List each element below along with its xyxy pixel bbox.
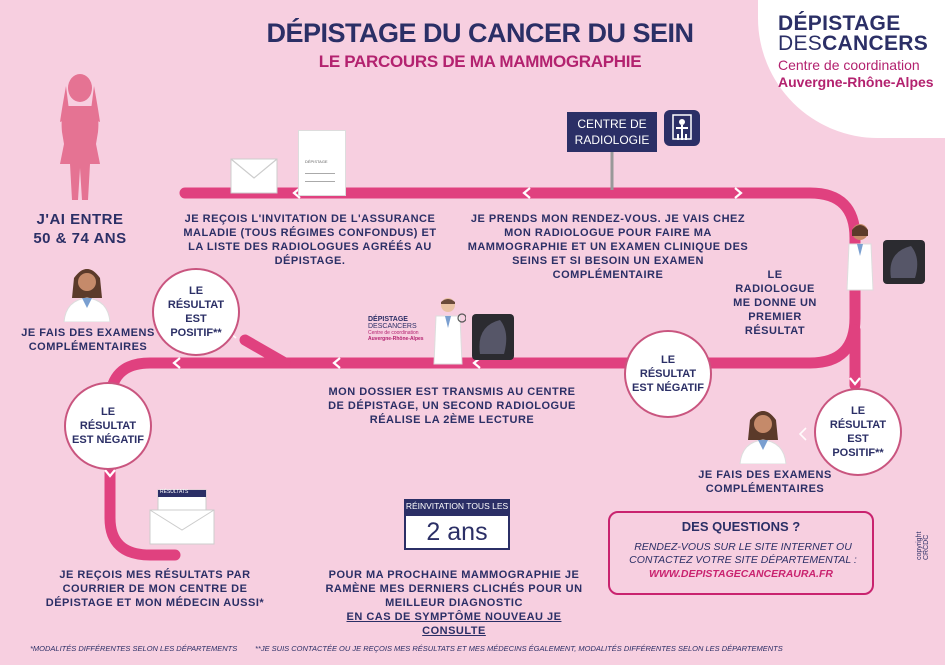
page-title: DÉPISTAGE DU CANCER DU SEIN — [266, 18, 694, 48]
questions-title: DES QUESTIONS ? — [681, 519, 801, 534]
step-invitation: JE REÇOIS L'INVITATION DE L'ASSURANCE MALADIE (TOUS RÉGIMES CONFONDUS) ET LA LISTE DES RADIOLOGUES AGRÉÉS AU DÉPISTAGE. — [183, 213, 437, 267]
step-exams-right: JE FAIS DES EXAMENS COMPLÉMENTAIRES — [698, 469, 832, 495]
step-first-result: LE RADIOLOGUE ME DONNE UN PREMIER RÉSULTAT — [733, 269, 817, 337]
copyright: copyright CRCDC — [916, 531, 930, 560]
age-range: J'AI ENTRE 50 & 74 ANS — [33, 211, 127, 247]
step-rendezvous: JE PRENDS MON RENDEZ-VOUS. JE VAIS CHEZ MON RADIOLOGUE POUR FAIRE MA MAMMOGRAPHIE ET UN EXAMEN CLINIQUE DES SEINS ET SI BESOIN UN EXAMEN COMPLÉMENTAIRE — [467, 213, 749, 281]
result-negative-left: LE RÉSULTAT EST NÉGATIF — [64, 382, 152, 470]
website-link[interactable]: WWW.DEPISTAGECANCERAURA.FR — [649, 568, 833, 580]
questions-body: RENDEZ-VOUS SUR LE SITE INTERNET OU CONTACTEZ VOTRE SITE DÉPARTEMENTAL : — [629, 541, 857, 566]
footnote-2: **JE SUIS CONTACTÉE OU JE REÇOIS MES RÉSULTATS ET MES MÉDECINS ÉGALEMENT, MODALITÉS DIFFÉRENTES SELON LES DÉPARTEMENTS — [255, 644, 783, 653]
questions-box — [608, 511, 874, 595]
doctor-icon — [846, 222, 876, 292]
mammogram-icon — [470, 312, 516, 362]
result-positive-right: LE RÉSULTAT EST POSITIF** — [814, 388, 902, 476]
step-results-mail: JE REÇOIS MES RÉSULTATS PAR COURRIER DE MON CENTRE DE DÉPISTAGE ET MON MÉDECIN AUSSI* — [45, 569, 265, 609]
doctor-icon — [736, 406, 790, 464]
logo-line1: DÉPISTAGE — [778, 12, 901, 35]
page-subtitle: LE PARCOURS DE MA MAMMOGRAPHIE — [318, 52, 642, 71]
reinvitation-label: RÉINVITATION TOUS LES — [404, 499, 510, 514]
results-envelope-label: RÉSULTATS — [160, 489, 189, 495]
reinvitation-value: 2 ans — [404, 514, 510, 550]
step-exams-left: JE FAIS DES EXAMENS COMPLÉMENTAIRES — [21, 327, 155, 353]
mammogram-icon — [881, 238, 927, 286]
symptom-note: EN CAS DE SYMPTÔME NOUVEAU JE CONSULTE — [346, 611, 562, 637]
envelope-icon — [230, 158, 278, 194]
result-positive-left: LE RÉSULTAT EST POSITIF** — [152, 268, 240, 356]
logo-line2: DESCANCERS — [778, 32, 929, 55]
mini-logo: DÉPISTAGE DESCANCERS Centre de coordination Auvergne-Rhône-Alpes — [368, 316, 424, 342]
chevron-icon — [800, 428, 806, 440]
xray-icon — [664, 110, 700, 146]
letter-icon: DÉPISTAGE — [298, 130, 346, 196]
results-envelope-icon — [148, 486, 216, 546]
step-transmis: MON DOSSIER EST TRANSMIS AU CENTRE DE DÉPISTAGE, UN SECOND RADIOLOGUE RÉALISE LA 2ÈME LECTURE — [328, 386, 576, 426]
logo-line4: Auvergne-Rhône-Alpes — [778, 74, 934, 90]
woman-icon — [52, 72, 108, 202]
step-next: POUR MA PROCHAINE MAMMOGRAPHIE JE RAMÈNE MES DERNIERS CLICHÉS POUR UN MEILLEUR DIAGNOSTIC EN CAS DE SYMPTÔME NOUVEAU JE CONSULTE — [318, 568, 590, 638]
doctor-icon — [432, 296, 466, 366]
result-negative-right: LE RÉSULTAT EST NÉGATIF — [624, 330, 712, 418]
reinvitation-badge — [404, 499, 510, 549]
radiology-sign: CENTRE DE RADIOLOGIE — [567, 112, 657, 152]
footnote-1: *MODALITÉS DIFFÉRENTES SELON LES DÉPARTEMENTS — [30, 644, 238, 653]
doctor-icon — [60, 264, 114, 322]
logo-line3: Centre de coordination — [778, 57, 920, 73]
